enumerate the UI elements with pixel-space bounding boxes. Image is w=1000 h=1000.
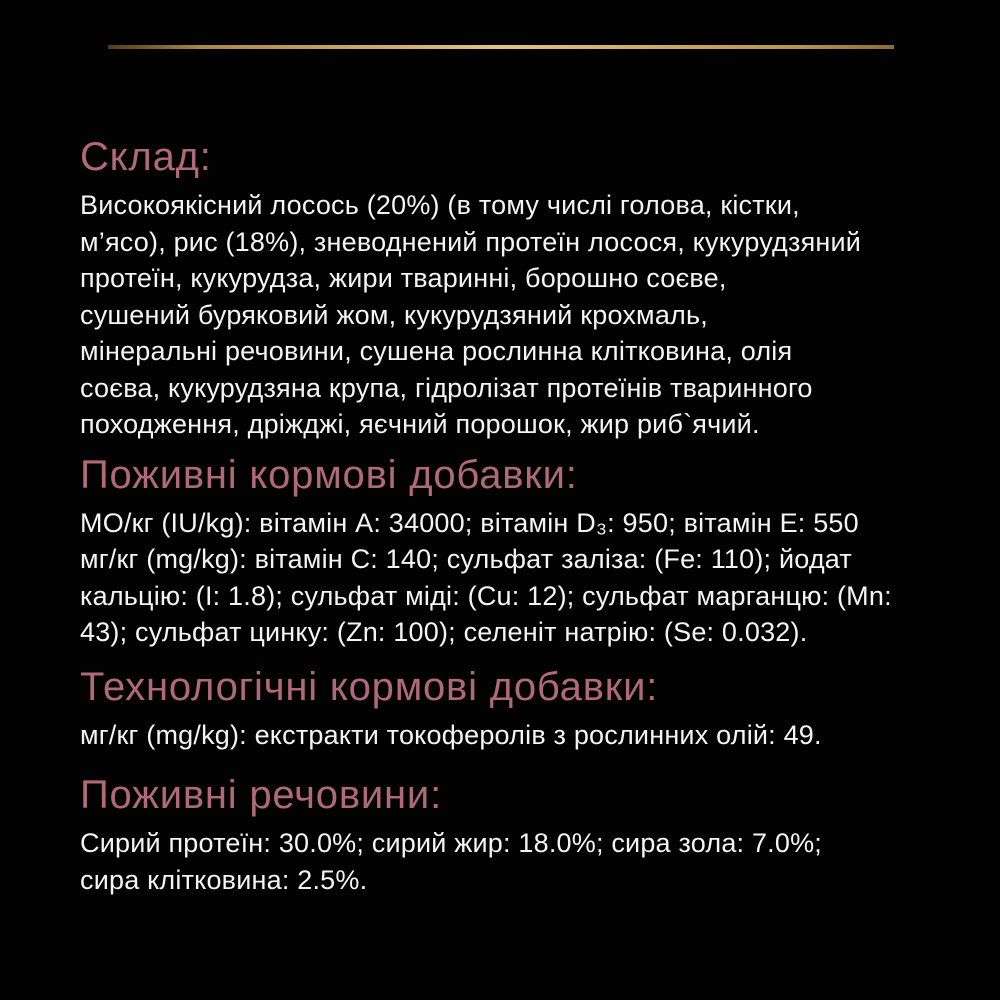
nutrients-line: сира клітковина: 2.5%. xyxy=(80,864,368,895)
nutritional-additives-line: МО/кг (IU/kg): вітамін А: 34000; вітамін D₃: 950; вітамін Е: 550 xyxy=(80,507,859,538)
nutritional-additives-line: мг/кг (mg/kg): вітамін С: 140; сульфат заліза: (Fe: 110); йодат xyxy=(80,544,853,574)
nutrients-heading: Поживні речовини: xyxy=(80,773,442,817)
ingredients-line: мінеральні речовини, сушена рослинна клітковина, олія xyxy=(80,336,793,366)
ingredients-heading: Склад: xyxy=(80,135,212,179)
nutritional-additives-line: 43); сульфат цинку: (Zn: 100); селеніт натрію: (Se: 0.032). xyxy=(80,617,808,647)
label-content xyxy=(80,133,940,898)
technological-additives-line: мг/кг (mg/kg): екстракти токоферолів з рослинних олій: 49. xyxy=(80,719,822,750)
ingredients-line: походження, дріжджі, яєчний порошок, жир риб`ячий. xyxy=(80,409,760,439)
section-technological-additives xyxy=(80,663,940,754)
ingredients-line: соєва, кукурудзяна крупа, гідролізат протеїнів тваринного xyxy=(80,372,813,403)
ingredients-line: м’ясо), рис (18%), зневоднений протеїн лосося, кукурудзяний xyxy=(80,226,862,257)
gold-divider-bar xyxy=(108,45,894,49)
ingredients-line: Високоякісний лосось (20%) (в тому числі голова, кістки, xyxy=(80,190,800,220)
technological-additives-heading: Технологічні кормові добавки: xyxy=(80,664,659,709)
ingredients-line: сушений буряковий жом, кукурудзяний крохмаль, xyxy=(80,299,708,330)
section-ingredients xyxy=(80,133,940,443)
section-nutrients xyxy=(80,771,940,898)
nutritional-additives-line: кальцію: (I: 1.8); сульфат міді: (Cu: 12); сульфат марганцю: (Mn: xyxy=(80,580,892,611)
ingredients-line: протеїн, кукурудза, жири тваринні, борошно соєве, xyxy=(80,263,727,293)
nutrients-line: Сирий протеїн: 30.0%; сирий жир: 18.0%; сира зола: 7.0%; xyxy=(80,828,822,858)
nutritional-additives-heading: Поживні кормові добавки: xyxy=(80,452,578,497)
section-nutritional-additives xyxy=(80,451,940,651)
